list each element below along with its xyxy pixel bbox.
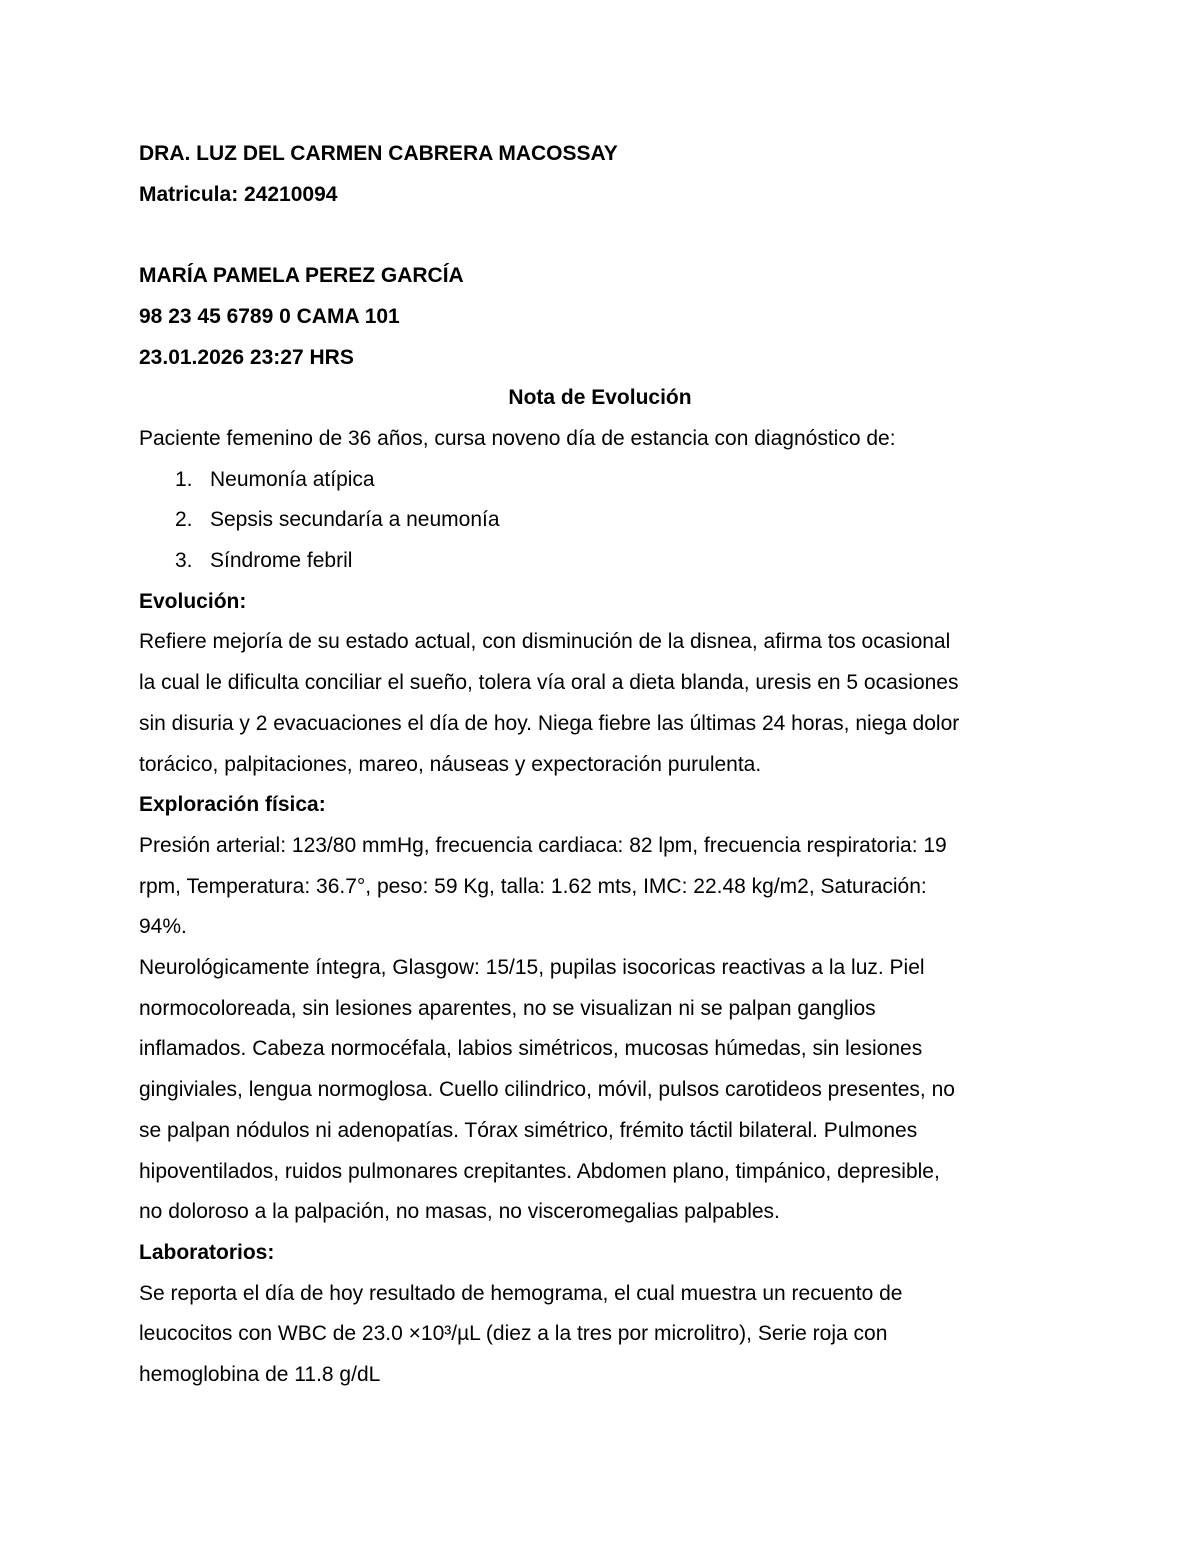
paragraph-line: Neurológicamente íntegra, Glasgow: 15/15, pupilas isocoricas reactivas a la luz. Piel — [139, 956, 925, 980]
vitals-paragraph — [139, 826, 1069, 948]
evolucion-paragraph — [139, 622, 1069, 785]
paragraph-line: hipoventilados, ruidos pulmonares crepitantes. Abdomen plano, timpánico, depresible, — [139, 1159, 940, 1183]
evolucion-heading: Evolución: — [139, 589, 247, 613]
patient-id-bed: 98 23 45 6789 0 CAMA 101 — [139, 304, 400, 328]
diagnosis-number: 3. — [175, 549, 193, 573]
paragraph-line: inflamados. Cabeza normocéfala, labios simétricos, mucosas húmedas, sin lesiones — [139, 1037, 923, 1061]
paragraph-line: sin disuria y 2 evacuaciones el día de hoy. Niega fiebre las últimas 24 horas, niega dolor — [139, 711, 960, 735]
diagnosis-item — [175, 500, 1069, 541]
paragraph-line: normocoloreada, sin lesiones aparentes, no se visualizan ni se palpan ganglios — [139, 996, 876, 1020]
note-datetime: 23.01.2026 23:27 HRS — [139, 345, 354, 369]
matricula: Matricula: 24210094 — [139, 182, 338, 206]
paragraph-line: hemoglobina de 11.8 g/dL — [139, 1363, 381, 1387]
patient-name: MARÍA PAMELA PEREZ GARCÍA — [139, 264, 464, 288]
exploracion-heading: Exploración física: — [139, 793, 326, 817]
paragraph-line: torácico, palpitaciones, mareo, náuseas y expectoración purulenta. — [139, 752, 762, 776]
note-title: Nota de Evolución — [508, 386, 692, 410]
document-page — [139, 134, 1069, 1396]
paragraph-line: se palpan nódulos ni adenopatías. Tórax simétrico, frémito táctil bilateral. Pulmones — [139, 1118, 918, 1142]
paragraph-line: leucocitos con WBC de 23.0 ×10³/µL (diez a la tres por microlitro), Serie roja con — [139, 1322, 888, 1346]
diagnosis-text: Síndrome febril — [210, 549, 353, 573]
paragraph-line: la cual le dificulta conciliar el sueño, tolera vía oral a dieta blanda, uresis en 5 ocasiones — [139, 671, 959, 695]
paragraph-line: 94%. — [139, 915, 187, 939]
paragraph-line: Se reporta el día de hoy resultado de hemograma, el cual muestra un recuento de — [139, 1281, 903, 1305]
paragraph-line: gingiviales, lengua normoglosa. Cuello cilindrico, móvil, pulsos carotideos presentes, no — [139, 1078, 955, 1102]
doctor-name: DRA. LUZ DEL CARMEN CABRERA MACOSSAY — [139, 142, 618, 165]
paragraph-line: no doloroso a la palpación, no masas, no visceromegalias palpables. — [139, 1200, 780, 1224]
diagnosis-number: 2. — [175, 508, 193, 532]
diagnosis-item — [175, 460, 1069, 501]
paragraph-line: Refiere mejoría de su estado actual, con disminución de la disnea, afirma tos ocasional — [139, 630, 951, 654]
paragraph-line: Presión arterial: 123/80 mmHg, frecuencia cardiaca: 82 lpm, frecuencia respiratoria: 19 — [139, 833, 947, 857]
diagnosis-item — [175, 541, 1069, 582]
diagnosis-text: Neumonía atípica — [210, 467, 375, 491]
laboratorios-heading: Laboratorios: — [139, 1240, 275, 1264]
laboratorios-paragraph — [139, 1274, 1069, 1396]
exam-paragraph — [139, 948, 1069, 1233]
blank-line — [139, 215, 1069, 256]
diagnosis-list — [139, 460, 1069, 582]
diagnosis-number: 1. — [175, 467, 193, 491]
note-intro: Paciente femenino de 36 años, cursa noveno día de estancia con diagnóstico de: — [139, 426, 896, 450]
diagnosis-text: Sepsis secundaría a neumonía — [210, 508, 500, 532]
paragraph-line: rpm, Temperatura: 36.7°, peso: 59 Kg, talla: 1.62 mts, IMC: 22.48 kg/m2, Saturación: — [139, 874, 927, 898]
